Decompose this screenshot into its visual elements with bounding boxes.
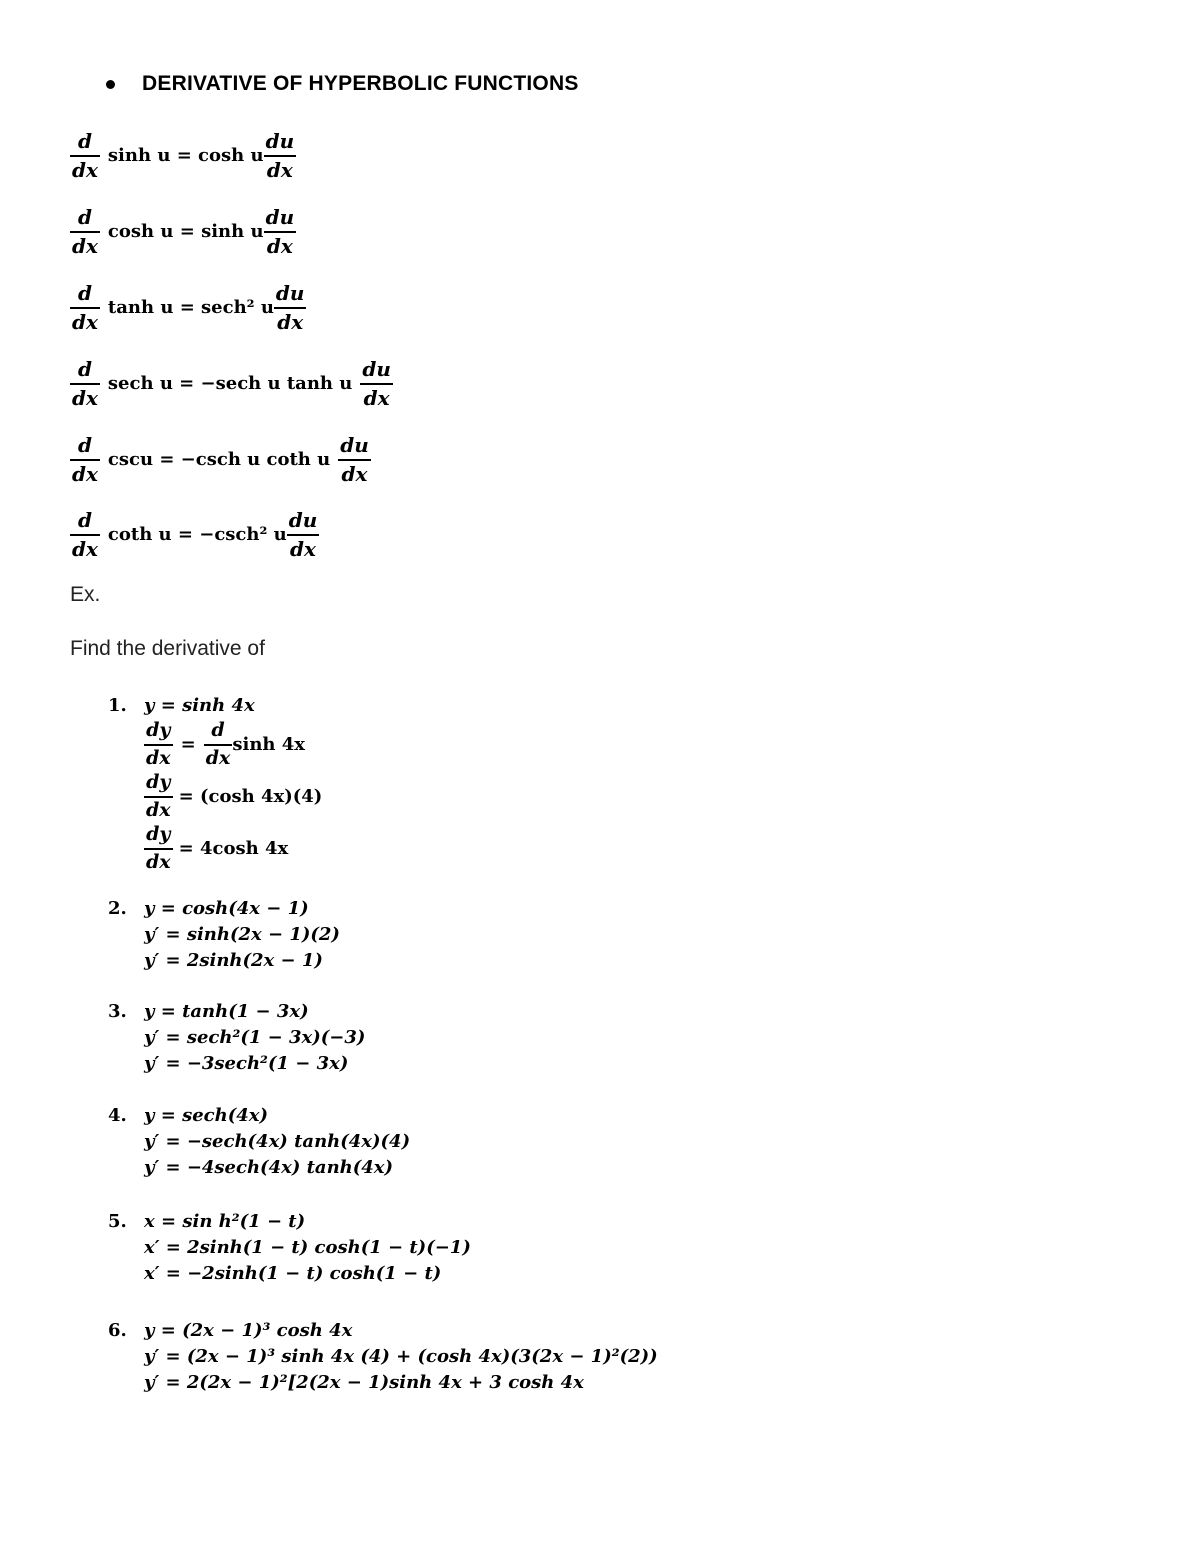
example-line: y = sinh 4x [144, 694, 255, 716]
fraction: $\frac{du}{dx}$ [340, 432, 369, 486]
fraction: $\frac{dy}{dx}$ [146, 822, 171, 873]
example-number: 6. [108, 1319, 127, 1341]
fraction: $\frac{d}{dx}$ [72, 280, 98, 334]
formula-body: coth u = −csch² u [107, 523, 287, 545]
example-line: y′ = sech²(1 − 3x)(−3) [144, 1026, 366, 1048]
section-heading [106, 72, 579, 96]
ex-label: Ex. [70, 583, 101, 606]
fraction: $\frac{d}{dx}$ [72, 356, 98, 410]
formula-row [70, 200, 296, 262]
example-line: y′ = sinh(2x − 1)(2) [144, 923, 340, 945]
fraction: $\frac{du}{dx}$ [275, 280, 305, 334]
fraction: $\frac{d}{dx}$ [72, 507, 98, 561]
formula-body: sinh u = cosh u [107, 144, 264, 166]
heading-text: DERIVATIVE OF HYPERBOLIC FUNCTIONS [142, 72, 579, 95]
example-line: x = sin h²(1 − t) [144, 1210, 306, 1232]
example-line: y = tanh(1 − 3x) [144, 1000, 309, 1022]
fraction: $\frac{dy}{dx}$ [146, 770, 171, 821]
example-line: = 4cosh 4x [178, 837, 289, 859]
fraction: $\frac{dy}{dx}$ [146, 718, 171, 769]
example-number: 2. [108, 897, 127, 919]
example-5 [108, 1208, 471, 1286]
fraction: $\frac{du}{dx}$ [362, 356, 391, 410]
fraction: $\frac{d}{dx}$ [205, 718, 231, 769]
instruction-text: Find the derivative of [70, 637, 265, 660]
formula-body: cosh u = sinh u [107, 220, 264, 242]
formula-body: sech u = −sech u tanh u [107, 372, 353, 394]
example-line: y′ = 2sinh(2x − 1) [144, 949, 323, 971]
example-line: x′ = 2sinh(1 − t) cosh(1 − t)(−1) [144, 1236, 471, 1258]
fraction: $\frac{d}{dx}$ [72, 432, 98, 486]
example-line: y′ = −4sech(4x) tanh(4x) [144, 1156, 394, 1178]
fraction: $\frac{du}{dx}$ [265, 204, 295, 258]
example-6 [108, 1317, 658, 1395]
example-3 [108, 998, 365, 1076]
fraction: $\frac{d}{dx}$ [72, 128, 98, 182]
formula-body: cscu = −csch u coth u [107, 448, 331, 470]
formula-row [70, 352, 393, 414]
example-line: y′ = 2(2x − 1)²[2(2x − 1)sinh 4x + 3 cosh 4x [144, 1371, 584, 1393]
example-line: sinh 4x [232, 733, 306, 755]
formula-row [70, 428, 371, 490]
bullet-icon [106, 80, 115, 89]
example-2 [108, 895, 340, 973]
example-line: = (cosh 4x)(4) [178, 785, 323, 807]
formula-body: tanh u = sech² u [107, 296, 274, 318]
example-1: 1. y = sinh 4x $\frac{dy}{dx}$ = $\frac{d}{dx}$ sinh 4x $\frac{dy}{dx}$ = (cosh 4x)(4) $\frac{dy}{dx}$ = 4cosh 4x [108, 694, 323, 873]
fraction: $\frac{du}{dx}$ [288, 507, 318, 561]
formula-row [70, 276, 306, 338]
example-line: y′ = −3sech²(1 − 3x) [144, 1052, 349, 1074]
example-number: 1. [108, 694, 127, 716]
example-line: x′ = −2sinh(1 − t) cosh(1 − t) [144, 1262, 442, 1284]
fraction: $\frac{d}{dx}$ [72, 204, 98, 258]
example-line: y′ = (2x − 1)³ sinh 4x (4) + (cosh 4x)(3(2x − 1)²(2)) [144, 1345, 658, 1367]
example-line: y = sech(4x) [144, 1104, 268, 1126]
example-line: y′ = −sech(4x) tanh(4x)(4) [144, 1130, 411, 1152]
example-number: 3. [108, 1000, 127, 1022]
fraction: $\frac{du}{dx}$ [265, 128, 295, 182]
formula-row [70, 503, 319, 565]
example-line: y = cosh(4x − 1) [144, 897, 309, 919]
example-4 [108, 1102, 410, 1180]
example-number: 5. [108, 1210, 127, 1232]
formula-row [70, 124, 296, 186]
example-number: 4. [108, 1104, 127, 1126]
example-line: y = (2x − 1)³ cosh 4x [144, 1319, 353, 1341]
